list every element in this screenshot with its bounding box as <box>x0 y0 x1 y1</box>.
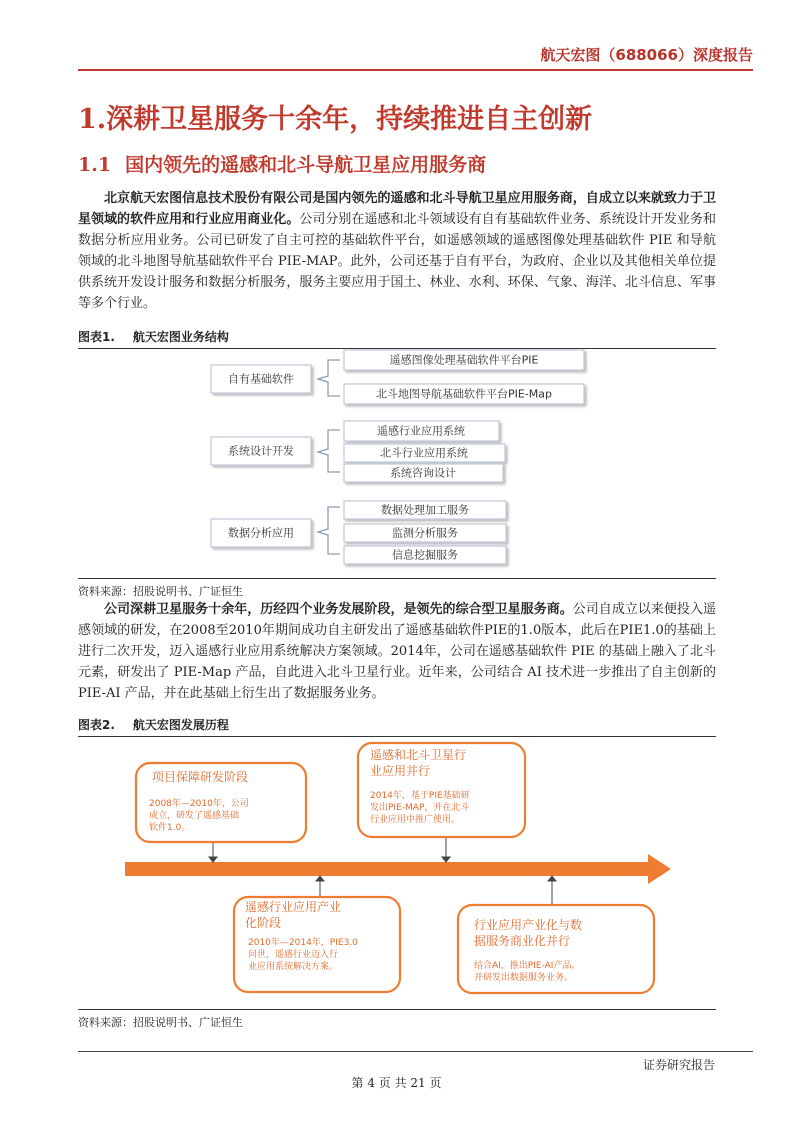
stage-desc: 问世，遥感行业迈入行 <box>248 950 339 960</box>
stage-title: 遥感行业应用产业 <box>245 900 342 914</box>
subsection-text: 国内领先的遥感和北斗导航卫星应用服务商 <box>125 154 487 176</box>
source-text: 招股说明书、广证恒生 <box>133 585 243 598</box>
business-item: 信息挖掘服务 <box>392 548 458 562</box>
header-divider <box>78 69 753 71</box>
stage-desc: 结合AI，推出PIE-AI产品， <box>474 961 581 971</box>
stage-title: 行业应用产业化与数 <box>474 918 583 932</box>
history-paragraph-body: 公司自成立以来便投入遥感领域的研发，在2008至2010年期间成功自主研发出了遥感基础软件PIE的1.0版本，此后在PIE1.0的基础上进行二次开发，迈入遥感行业应用系统解决方案领域。2014年，公司在遥感基础软件 PIE 的基础上融入了北斗元素，研发出了 PIE-Map 产品，自此进入北斗卫星行业。近年来，公司结合 AI 技术进一步推出了自主创新的 PIE-AI 产品，并在此基础上衍生出了数据服务业务。 <box>78 602 716 701</box>
business-item: 遥感图像处理基础软件平台PIE <box>389 353 539 367</box>
group-label: 系统设计开发 <box>228 444 294 458</box>
source-text: 招股说明书、广证恒生 <box>133 1016 243 1029</box>
report-header-title: 航天宏图（688066）深度报告 <box>540 46 753 64</box>
intro-paragraph <box>78 188 716 314</box>
figure1-source <box>78 578 716 599</box>
business-structure-diagram <box>78 348 716 576</box>
stage-desc: 2008年—2010年，公司 <box>149 799 249 809</box>
subsection-title <box>78 150 486 177</box>
business-item: 北斗行业应用系统 <box>380 446 468 460</box>
business-item: 北斗地图导航基础软件平台PIE-Map <box>375 387 553 401</box>
figure2-caption <box>78 716 716 737</box>
stage-desc: 并研发出数据服务业务。 <box>474 973 574 983</box>
intro-paragraph-body: 公司分别在遥感和北斗领域设有自有基础软件业务、系统设计开发业务和数据分析应用业务。公司已研发了自主可控的基础软件平台，如遥感领域的遥感图像处理基础软件 PIE 和导航领域的北斗地图导航基础软件平台 PIE-MAP。此外，公司还基于自有平台，为政府、企业以及其他相关单位提供系统开发设计服务和数据分析服务，服务主要应用于国土、林业、水利、环保、气象、海洋、北斗信息、军事等多个行业。 <box>78 212 716 311</box>
figure1-caption <box>78 328 716 349</box>
group-label: 自有基础软件 <box>228 372 294 386</box>
figure2-label: 图表2. <box>78 718 115 732</box>
business-item: 监测分析服务 <box>392 526 458 540</box>
stage-title: 化阶段 <box>245 916 282 930</box>
business-item: 系统咨询设计 <box>390 466 456 480</box>
business-item: 数据处理加工服务 <box>381 503 469 517</box>
stage-title: 遥感和北斗卫星行 <box>370 748 467 762</box>
stage-title: 业应用并行 <box>370 764 431 778</box>
section-title: 1.深耕卫星服务十余年，持续推进自主创新 <box>78 104 593 135</box>
stage-desc: 业应用系统解决方案。 <box>248 962 339 972</box>
figure1-title: 航天宏图业务结构 <box>132 330 229 344</box>
history-paragraph-lead: 公司深耕卫星服务十余年，历经四个业务发展阶段，是领先的综合型卫星服务商。 <box>104 602 573 617</box>
figure2-source <box>78 1009 716 1030</box>
stage-desc: 发出PIE-MAP，并在北斗 <box>370 803 470 813</box>
development-timeline <box>78 738 716 1008</box>
group-label: 数据分析应用 <box>228 526 294 540</box>
business-item: 遥感行业应用系统 <box>377 424 465 438</box>
stage-title: 项目保障研发阶段 <box>152 770 249 784</box>
footer-divider <box>78 1051 753 1052</box>
source-label: 资料来源： <box>78 585 133 598</box>
stage-desc: 行业应用中推广使用。 <box>370 815 461 825</box>
stage-title: 据服务商业化并行 <box>474 934 571 948</box>
intro-paragraph-lead: 北京航天宏图信息技术股份有限公司是国内领先的遥感和北斗导航卫星应用服务商，自成立以来就致力于卫星领域的软件应用和行业应用商业化。 <box>78 191 716 227</box>
page-number: 第 4 页 共 21 页 <box>351 1076 442 1090</box>
stage-desc: 2014年，基于PIE基础研 <box>370 791 470 801</box>
stage-desc: 成立，研发了遥感基础 <box>149 811 240 821</box>
subsection-number: 1.1 <box>78 154 112 176</box>
timeline-arrow <box>125 854 671 884</box>
stage-desc: 2010年—2014年，PIE3.0 <box>248 938 358 948</box>
figure2-title: 航天宏图发展历程 <box>132 718 229 732</box>
figure1-label: 图表1. <box>78 330 115 344</box>
history-paragraph <box>78 599 716 704</box>
stage-desc: 软件1.0。 <box>149 823 191 833</box>
source-label: 资料来源： <box>78 1016 133 1029</box>
footer-label: 证券研究报告 <box>642 1058 715 1072</box>
